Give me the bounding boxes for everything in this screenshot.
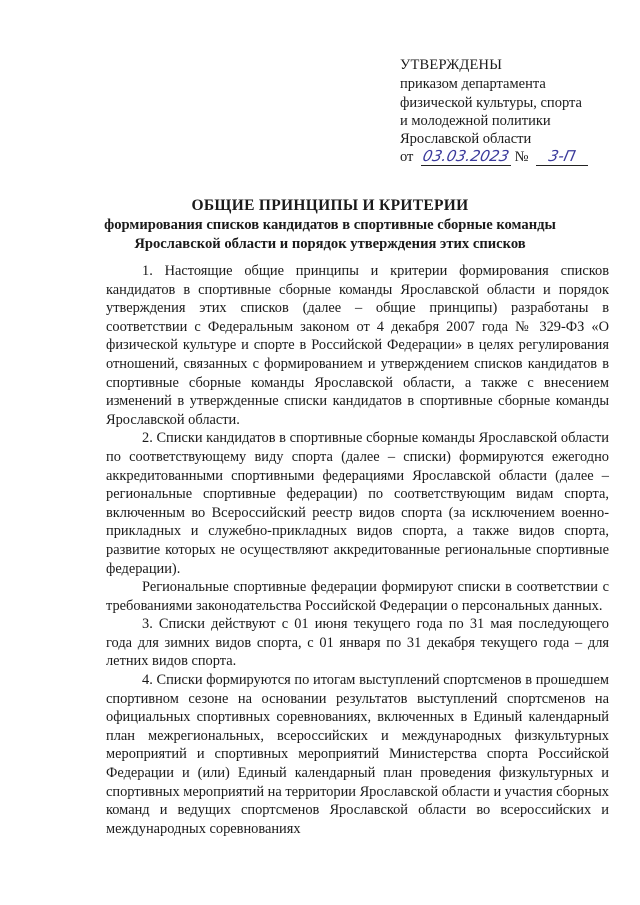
paragraph-2-continuation: Региональные спортивные федерации формируют списки в соответствии с требованиями законодательства Российской Федерации о персональных данных. <box>106 579 609 614</box>
paragraph-3: 3. Списки действуют с 01 июня текущего года по 31 мая последующего года для зимних видов спорта, с 01 января по 31 декабря текущего года – для летних видов спорта. <box>106 616 609 670</box>
title-main: ОБЩИЕ ПРИНЦИПЫ И КРИТЕРИИ <box>191 197 469 214</box>
handwritten-date: 03.03.2023 <box>421 147 511 166</box>
title-subtitle-line-2: Ярославской области и порядок утверждения этих списков <box>134 236 526 252</box>
approval-line: и молодежной политики <box>400 112 551 129</box>
date-prefix: от <box>400 149 414 166</box>
approval-line: физической культуры, спорта <box>400 94 582 111</box>
handwritten-number: 3-П <box>547 147 578 166</box>
paragraph-1: 1. Настоящие общие принципы и критерии формирования списков кандидатов в спортивные сборные команды Ярославской области и порядок утверждения этих списков (далее – общие принципы) разработаны в соответствии с Федеральным законом от 4 декабря 2007 года № 329-ФЗ «О физической культуре и спорте в Российской Федерации» в целях регулирования отношений, связанных с формированием и утверждением списков кандидатов в спортивные сборные команды Ярославской области, а также с внесением изменений в утвержденные списки кандидатов в спортивные сборные команды Ярославской области. <box>106 263 609 428</box>
paragraph-4: 4. Списки формируются по итогам выступлений спортсменов в прошедшем спортивном сезоне на основании результатов выступлений спортсменов на официальных спортивных соревнованиях, включенных в Единый календарный план межрегиональных, всероссийских и международных физкультурных мероприятий и спортивных мероприятий Министерства спорта Российской Федерации и (или) Единый календарный план проведения физкультурных и спортивных мероприятий на территории Ярославской области и участия сборных команд и ведущих спортсменов Ярославской области во всероссийских и международных соревнованиях <box>106 672 609 837</box>
paragraph-2: 2. Списки кандидатов в спортивные сборные команды Ярославской области по соответствующему виду спорта (далее – списки) формируются ежегодно аккредитованными спортивными федерациями Ярославской области (далее – региональные спортивные федерации) по соответствующим видам спорта, включенным во Всероссийский реестр видов спорта (за исключением военно-прикладных и служебно-прикладных видов спорта, а также видов спорта, развитие которых не осуществляют аккредитованные региональные спортивные федерации). <box>106 430 609 577</box>
document-title <box>60 196 600 254</box>
date-field <box>421 149 511 166</box>
title-subtitle-line-1: формирования списков кандидатов в спортивные сборные команды <box>104 217 556 233</box>
approval-heading: УТВЕРЖДЕНЫ <box>400 57 503 73</box>
approval-line: приказом департамента <box>400 76 546 93</box>
number-sign: № <box>514 149 529 166</box>
approval-block <box>400 56 610 168</box>
approval-date-line <box>400 148 610 168</box>
approval-line: Ярославской области <box>400 131 532 148</box>
number-field <box>536 149 588 166</box>
document-body <box>106 262 609 838</box>
